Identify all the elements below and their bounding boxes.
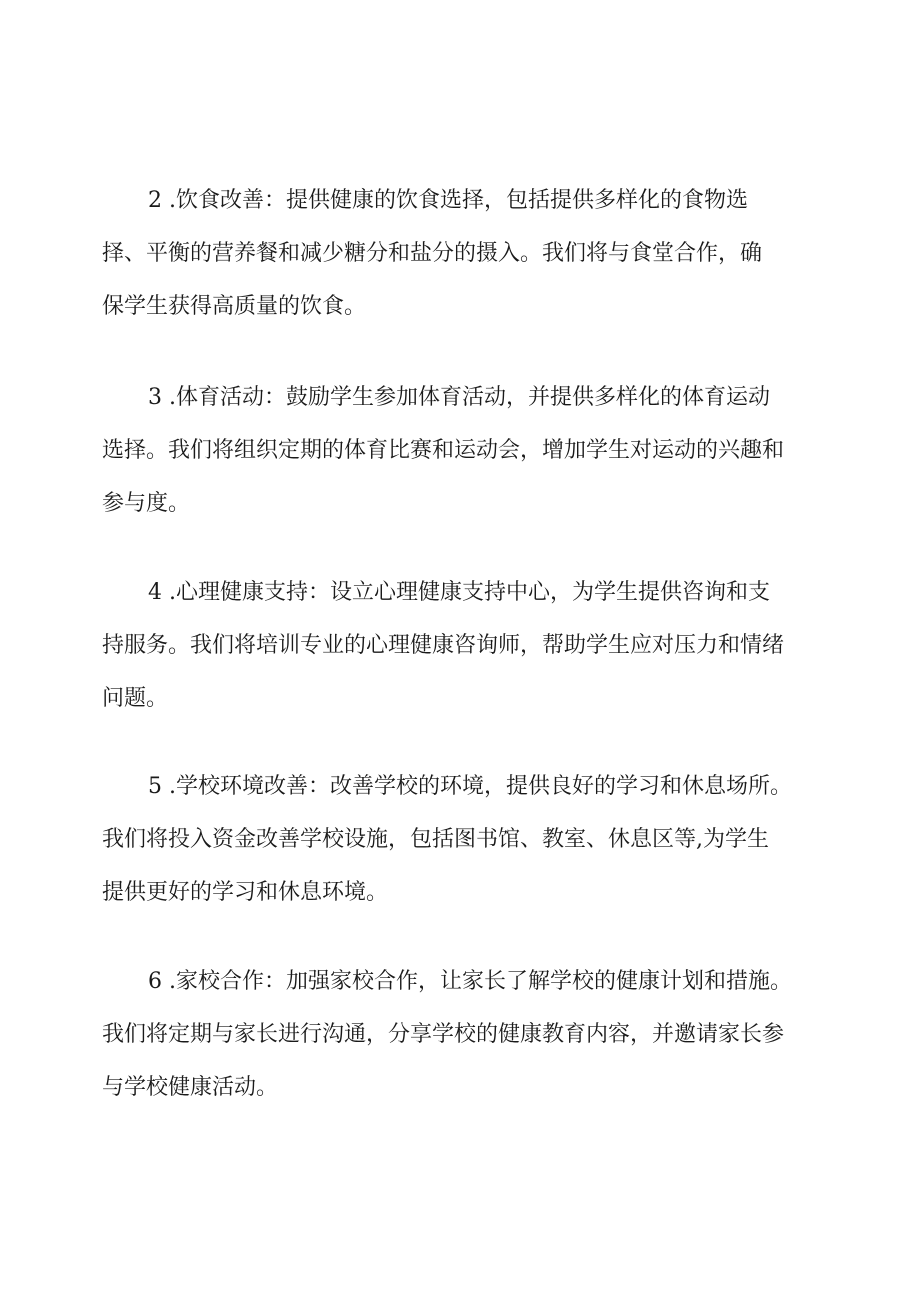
- paragraph-diet: [102, 174, 822, 333]
- paragraph-line: 4 .心理健康支持：设立心理健康支持中心，为学生提供咨询和支: [148, 580, 770, 605]
- paragraph-line: 3 .体育活动：鼓励学生参加体育活动，并提供多样化的体育运动: [148, 385, 770, 410]
- paragraph-environment: [102, 760, 822, 919]
- paragraph-home-school: [102, 955, 822, 1114]
- paragraph-line: 我们将投入资金改善学校设施，包括图书馆、教室、休息区等,为学生: [102, 827, 769, 852]
- paragraph-line: 我们将定期与家长进行沟通，分享学校的健康教育内容，并邀请家长参: [102, 1022, 785, 1047]
- paragraph-mental-health: [102, 566, 822, 725]
- paragraph-line: 择、平衡的营养餐和减少糖分和盐分的摄入。我们将与食堂合作，确: [102, 241, 763, 266]
- paragraph-line: 参与度。: [102, 491, 191, 516]
- paragraph-line: 选择。我们将组织定期的体育比赛和运动会，增加学生对运动的兴趣和: [102, 438, 785, 463]
- paragraph-line: 保学生获得高质量的饮食。: [102, 294, 367, 319]
- paragraph-line: 6 .家校合作：加强家校合作，让家长了解学校的健康计划和措施。: [148, 969, 792, 994]
- paragraph-line: 2 .饮食改善：提供健康的饮食选择，包括提供多样化的食物选: [148, 188, 748, 213]
- paragraph-line: 问题。: [102, 686, 169, 711]
- paragraph-line: 与学校健康活动。: [102, 1075, 279, 1100]
- paragraph-line: 提供更好的学习和休息环境。: [102, 880, 389, 905]
- paragraph-line: 5 .学校环境改善：改善学校的环境，提供良好的学习和休息场所。: [148, 774, 792, 799]
- paragraph-line: 持服务。我们将培训专业的心理健康咨询师，帮助学生应对压力和情绪: [102, 633, 785, 658]
- paragraph-sports: [102, 371, 822, 530]
